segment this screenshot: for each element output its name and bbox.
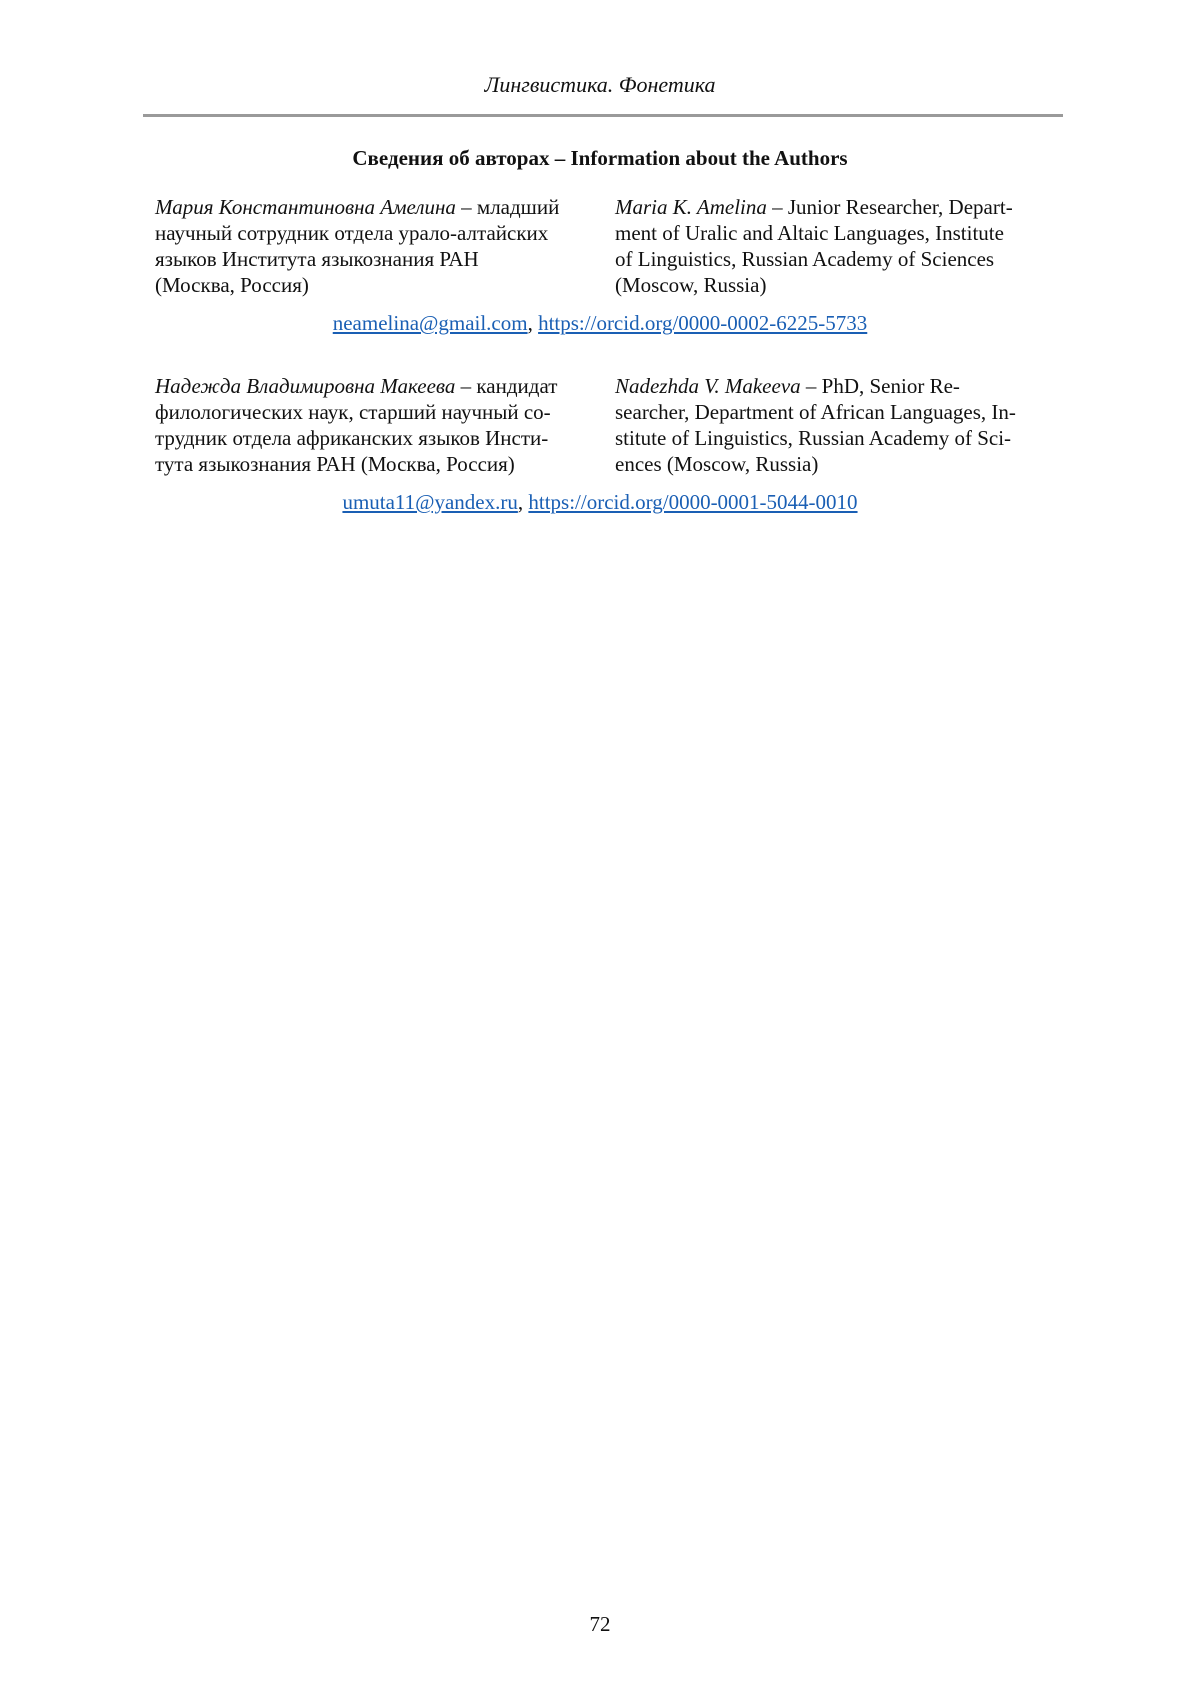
author-name-en: Nadezhda V. Makeeva <box>615 374 801 398</box>
author-contacts <box>0 310 1200 336</box>
author-name-ru: Надежда Владимировна Макеева <box>155 374 456 398</box>
email-link[interactable]: neamelina@gmail.com <box>332 311 528 335</box>
orcid-link[interactable]: https://orcid.org/0000-0001-5044-0010 <box>528 490 858 514</box>
bio-line: (Москва, Россия) <box>155 273 309 297</box>
bio-line: Надежда Владимировна Макеева – кандидат <box>155 374 558 398</box>
author-entry-amelina <box>155 194 1050 298</box>
page-number: 72 <box>589 1612 611 1636</box>
bio-line: Мария Константиновна Амелина – младший <box>155 195 560 219</box>
orcid-link[interactable]: https://orcid.org/0000-0002-6225-5733 <box>538 311 868 335</box>
author-bio-en <box>615 373 1055 477</box>
contact-separator: , <box>517 490 529 514</box>
bio-line: филологических наук, старший научный со- <box>155 400 551 424</box>
bio-line: of Linguistics, Russian Academy of Sciences <box>615 247 995 271</box>
contact-separator: , <box>527 311 539 335</box>
author-contacts <box>0 489 1200 515</box>
section-title: Сведения об авторах – Information about the Authors <box>352 146 848 170</box>
author-name-en: Maria K. Amelina <box>615 195 767 219</box>
header-divider <box>143 114 1063 117</box>
running-header: Лингвистика. Фонетика <box>484 72 716 97</box>
bio-line: searcher, Department of African Languages, In- <box>615 400 1016 424</box>
email-link[interactable]: umuta11@yandex.ru <box>342 490 518 514</box>
bio-line: Maria K. Amelina – Junior Researcher, Depart- <box>615 195 1013 219</box>
author-name-ru: Мария Константиновна Амелина <box>155 195 456 219</box>
bio-line: трудник отдела африканских языков Инсти- <box>155 426 549 450</box>
bio-line: тута языкознания РАН (Москва, Россия) <box>155 452 515 476</box>
bio-line: Nadezhda V. Makeeva – PhD, Senior Re- <box>615 374 960 398</box>
bio-line: (Moscow, Russia) <box>615 273 767 297</box>
bio-line: stitute of Linguistics, Russian Academy of Sci- <box>615 426 1012 450</box>
bio-line: научный сотрудник отдела урало-алтайских <box>155 221 549 245</box>
bio-line: ences (Moscow, Russia) <box>615 452 819 476</box>
author-entry-makeeva <box>155 373 1050 477</box>
bio-line: языков Института языкознания РАН <box>155 247 479 271</box>
author-bio-en <box>615 194 1055 298</box>
author-bio-ru <box>155 194 595 298</box>
author-bio-ru <box>155 373 595 477</box>
bio-line: ment of Uralic and Altaic Languages, Institute <box>615 221 1004 245</box>
